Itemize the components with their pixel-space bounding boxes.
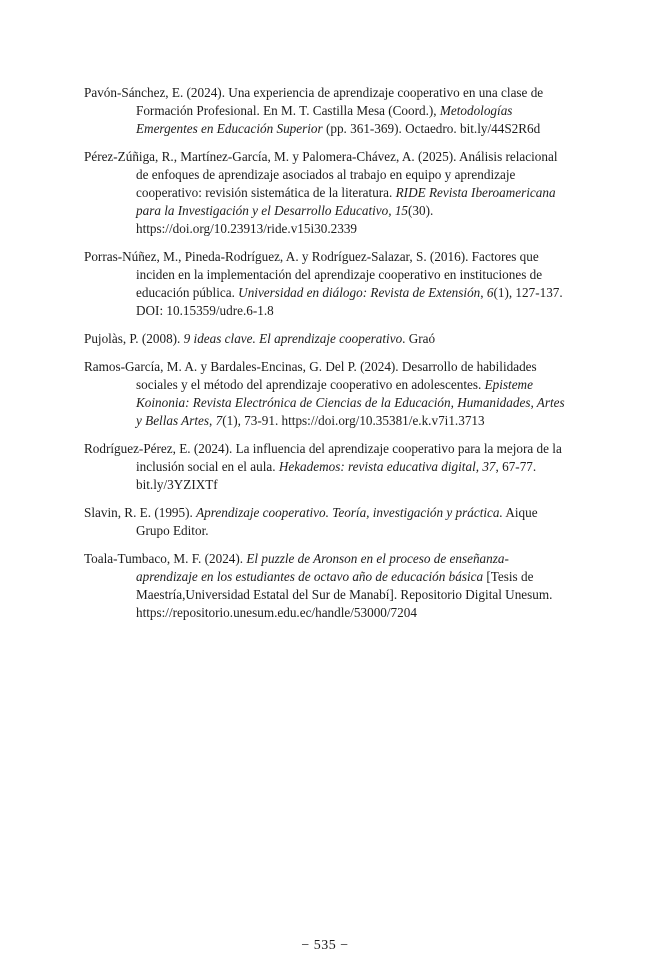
reference-text: Pujolàs, P. (2008).: [84, 331, 184, 346]
reference-text: , 67-77. bit.ly/3YZIXTf: [136, 459, 537, 492]
reference-text: (1), 73-91. https://doi.org/10.35381/e.k.v7i1.3713: [222, 413, 485, 428]
reference-text: Toala-Tumbaco, M. F. (2024).: [84, 551, 247, 566]
reference-book-title: Metodologías Emergentes en Educación Superior: [136, 103, 513, 136]
reference-text: Pérez-Zúñiga, R., Martínez-García, M. y Palomera-Chávez, A. (2025). Análisis relacional de enfoques de aprendizaje asociados al trabajo en equipo y aprendizaje cooperativo: revisión sistemática de la literatura.: [84, 149, 558, 200]
page-number: − 535 −: [301, 938, 349, 953]
reference-text: Rodríguez-Pérez, E. (2024). La influencia del aprendizaje cooperativo para la mejora de la inclusión social en el aula.: [84, 441, 562, 474]
reference-journal-title: RIDE Revista Iberoamericana para la Investigación y el Desarrollo Educativo, 15: [136, 185, 556, 218]
reference-entry-toala: [84, 550, 570, 622]
reference-thesis-title: El puzzle de Aronson en el proceso de enseñanza-aprendizaje en los estudiantes de octavo año de educación básica: [136, 551, 509, 584]
reference-text: . Graó: [402, 331, 436, 346]
reference-text: (pp. 361-369). Octaedro. bit.ly/44S2R6d: [322, 121, 541, 136]
reference-volume: 7: [215, 413, 223, 428]
reference-volume: 6: [486, 285, 494, 300]
reference-book-title: 9 ideas clave. El aprendizaje cooperativo: [183, 331, 403, 346]
reference-text: (30). https://doi.org/10.23913/ride.v15i30.2339: [136, 203, 434, 236]
reference-entry-perez: [84, 148, 570, 238]
reference-journal-title: Universidad en diálogo: Revista de Extensión: [238, 285, 481, 300]
reference-text: Porras-Núñez, M., Pineda-Rodríguez, A. y Rodríguez-Salazar, S. (2016). Factores que inciden en la implementación del aprendizaje cooperativo en instituciones de educación pública.: [84, 249, 543, 300]
reference-book-title: Aprendizaje cooperativo. Teoría, investigación y práctica.: [196, 505, 503, 520]
reference-text: (1), 127-137. DOI: 10.15359/udre.6-1.8: [136, 285, 563, 318]
reference-text: Aique Grupo Editor.: [136, 505, 538, 538]
reference-entry-porras: [84, 248, 570, 320]
reference-journal-title: Episteme Koinonia: Revista Electrónica de Ciencias de la Educación, Humanidades, Artes y Bellas Artes: [136, 377, 565, 428]
reference-entry-pujolas: [84, 330, 570, 348]
reference-text: [Tesis de Maestría,Universidad Estatal del Sur de Manabí]. Repositorio Digital Unesum. https://repositorio.unesum.edu.ec/handle/53000/7204: [136, 569, 553, 620]
reference-journal-title: Hekademos: revista educativa digital, 37: [278, 459, 496, 474]
reference-entry-pavon: [84, 84, 570, 138]
reference-entry-slavin: [84, 504, 570, 540]
reference-text: ,: [209, 413, 216, 428]
reference-entry-ramos: [84, 358, 570, 430]
reference-entry-rodriguez: [84, 440, 570, 494]
reference-text: Slavin, R. E. (1995).: [84, 505, 197, 520]
reference-text: ,: [480, 285, 487, 300]
reference-text: Pavón-Sánchez, E. (2024). Una experiencia de aprendizaje cooperativo en una clase de Formación Profesional. En M. T. Castilla Mesa (Coord.),: [84, 85, 544, 118]
reference-list: [84, 84, 570, 632]
reference-text: Ramos-García, M. A. y Bardales-Encinas, G. Del P. (2024). Desarrollo de habilidades sociales y el método del aprendizaje cooperativo en adolescentes.: [84, 359, 537, 392]
